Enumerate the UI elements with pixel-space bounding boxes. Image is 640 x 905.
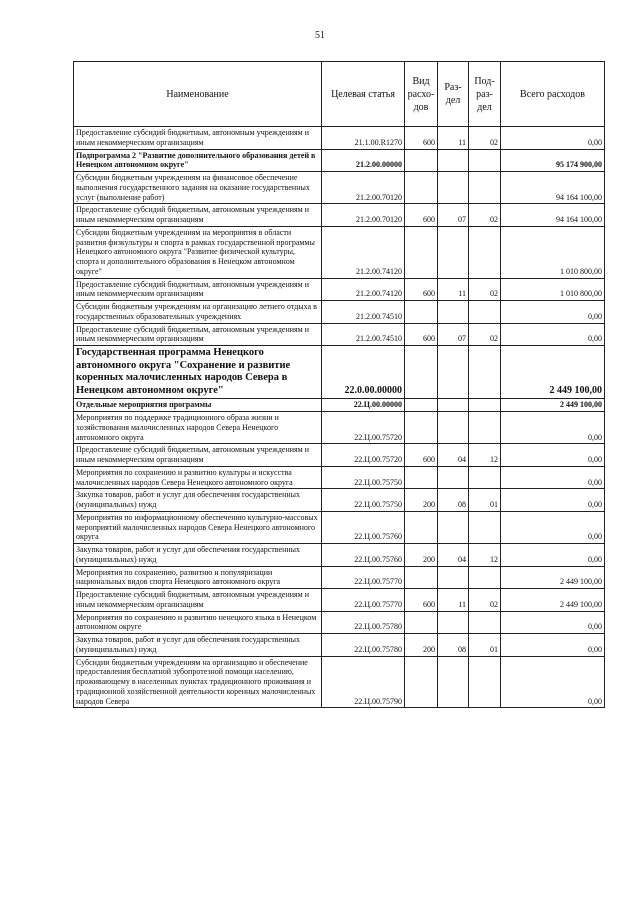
cell-subsection: 02	[469, 204, 501, 227]
cell-section	[438, 611, 469, 634]
cell-name: Подпрограмма 2 "Развитие дополнительного образования детей в Ненецком автономном округе"	[74, 149, 322, 172]
cell-section	[438, 656, 469, 708]
cell-total: 0,00	[501, 466, 605, 489]
cell-subsection: 02	[469, 278, 501, 301]
table-row	[74, 323, 605, 346]
cell-total: 2 449 100,00	[501, 589, 605, 612]
cell-subsection	[469, 301, 501, 324]
cell-target: 22.Ц.00.75770	[322, 566, 405, 589]
cell-subsection	[469, 566, 501, 589]
cell-type	[405, 172, 438, 204]
cell-target: 21.2.00.70120	[322, 204, 405, 227]
cell-total: 1 010 800,00	[501, 278, 605, 301]
cell-name: Мероприятия по поддержке традиционного образа жизни и хозяйствования малочисленных народов Севера Ненецкого автономного округа	[74, 412, 322, 444]
cell-total: 0,00	[501, 127, 605, 150]
cell-section: 07	[438, 204, 469, 227]
cell-name: Отдельные мероприятия программы	[74, 399, 322, 412]
cell-name: Мероприятия по информационному обеспечению культурно-массовых мероприятий малочисленных народов Севера Ненецкого автономного округа	[74, 511, 322, 543]
cell-target: 21.2.00.74510	[322, 301, 405, 324]
table-row	[74, 127, 605, 150]
cell-type	[405, 412, 438, 444]
cell-type	[405, 611, 438, 634]
header-subsection: Под-раз-дел	[469, 62, 501, 127]
cell-section	[438, 412, 469, 444]
cell-target: 22.Ц.00.75760	[322, 511, 405, 543]
cell-name: Предоставление субсидий бюджетным, автономным учреждениям и иным некоммерческим организациям	[74, 204, 322, 227]
cell-section: 08	[438, 634, 469, 657]
table-row	[74, 489, 605, 512]
cell-section	[438, 566, 469, 589]
cell-name: Мероприятия по сохранению и развитию ненецкого языка в Ненецком автономном округе	[74, 611, 322, 634]
table-row	[74, 656, 605, 708]
table-row	[74, 346, 605, 399]
cell-subsection	[469, 656, 501, 708]
header-name: Наименование	[74, 62, 322, 127]
cell-type	[405, 301, 438, 324]
cell-target: 21.2.00.00000	[322, 149, 405, 172]
cell-subsection: 12	[469, 544, 501, 567]
cell-section: 11	[438, 589, 469, 612]
cell-total: 94 164 100,00	[501, 172, 605, 204]
cell-subsection	[469, 466, 501, 489]
cell-type: 600	[405, 127, 438, 150]
cell-total: 2 449 100,00	[501, 399, 605, 412]
cell-target: 21.2.00.74120	[322, 278, 405, 301]
cell-name: Закупка товаров, работ и услуг для обеспечения государственных (муниципальных) нужд	[74, 634, 322, 657]
cell-name: Предоставление субсидий бюджетным, автономным учреждениям и иным некоммерческим организациям	[74, 323, 322, 346]
header-section: Раз-дел	[438, 62, 469, 127]
table-row	[74, 544, 605, 567]
cell-name: Субсидии бюджетным учреждениям на организацию летнего отдыха в государственных образовательных учреждениях	[74, 301, 322, 324]
cell-target: 22.Ц.00.75720	[322, 444, 405, 467]
cell-name: Закупка товаров, работ и услуг для обеспечения государственных (муниципальных) нужд	[74, 544, 322, 567]
cell-section	[438, 399, 469, 412]
cell-type: 600	[405, 323, 438, 346]
cell-type: 600	[405, 589, 438, 612]
header-target: Целевая статья	[322, 62, 405, 127]
cell-name: Предоставление субсидий бюджетным, автономным учреждениям и иным некоммерческим организациям	[74, 127, 322, 150]
cell-subsection: 12	[469, 444, 501, 467]
cell-section	[438, 301, 469, 324]
table-row	[74, 301, 605, 324]
table-row	[74, 412, 605, 444]
table-row	[74, 226, 605, 278]
cell-type: 600	[405, 278, 438, 301]
cell-total: 0,00	[501, 412, 605, 444]
cell-subsection	[469, 149, 501, 172]
cell-total: 94 164 100,00	[501, 204, 605, 227]
header-total: Всего расходов	[501, 62, 605, 127]
cell-target: 21.1.00.R1270	[322, 127, 405, 150]
page-number: 51	[315, 30, 325, 41]
cell-target: 22.Ц.00.75750	[322, 489, 405, 512]
cell-name: Закупка товаров, работ и услуг для обеспечения государственных (муниципальных) нужд	[74, 489, 322, 512]
budget-table	[73, 61, 605, 708]
cell-target: 22.Ц.00.75770	[322, 589, 405, 612]
cell-subsection	[469, 226, 501, 278]
cell-target: 22.Ц.00.75780	[322, 634, 405, 657]
cell-type	[405, 399, 438, 412]
cell-subsection: 02	[469, 127, 501, 150]
table-header-row	[74, 62, 605, 127]
table-row	[74, 566, 605, 589]
cell-type	[405, 511, 438, 543]
cell-type: 200	[405, 489, 438, 512]
cell-section: 07	[438, 323, 469, 346]
cell-name: Мероприятия по сохранению, развитию и популяризации национальных видов спорта Ненецкого автономного округа	[74, 566, 322, 589]
cell-type	[405, 346, 438, 399]
cell-name: Предоставление субсидий бюджетным, автономным учреждениям и иным некоммерческим организациям	[74, 589, 322, 612]
cell-target: 21.2.00.70120	[322, 172, 405, 204]
cell-section: 11	[438, 127, 469, 150]
cell-type	[405, 656, 438, 708]
table-row	[74, 149, 605, 172]
table-row	[74, 466, 605, 489]
cell-section	[438, 346, 469, 399]
cell-total: 0,00	[501, 511, 605, 543]
cell-subsection	[469, 511, 501, 543]
cell-subsection	[469, 346, 501, 399]
cell-name: Субсидии бюджетным учреждениям на мероприятия в области развития физкультуры и спорта в рамках государственной программы Ненецкого автономного округа "Развитие физической культуры, спорта и дополнительного образования в Ненецком автономном округе"	[74, 226, 322, 278]
cell-target: 21.2.00.74510	[322, 323, 405, 346]
cell-total: 0,00	[501, 444, 605, 467]
cell-total: 2 449 100,00	[501, 566, 605, 589]
cell-name: Субсидии бюджетным учреждениям на финансовое обеспечение выполнения государственного задания на оказание государственных услуг (выполнение работ)	[74, 172, 322, 204]
cell-type: 200	[405, 544, 438, 567]
cell-subsection: 01	[469, 489, 501, 512]
cell-type: 200	[405, 634, 438, 657]
cell-type	[405, 466, 438, 489]
cell-type: 600	[405, 204, 438, 227]
cell-name: Государственная программа Ненецкого автономного округа "Сохранение и развитие коренных малочисленных народов Севера в Ненецком автономном округе"	[74, 346, 322, 399]
table-row	[74, 511, 605, 543]
cell-total: 0,00	[501, 656, 605, 708]
cell-type	[405, 226, 438, 278]
cell-subsection	[469, 172, 501, 204]
cell-target: 22.Ц.00.00000	[322, 399, 405, 412]
cell-subsection: 01	[469, 634, 501, 657]
cell-target: 22.Ц.00.75790	[322, 656, 405, 708]
cell-name: Предоставление субсидий бюджетным, автономным учреждениям и иным некоммерческим организациям	[74, 278, 322, 301]
cell-section: 04	[438, 444, 469, 467]
cell-total: 1 010 800,00	[501, 226, 605, 278]
cell-name: Мероприятия по сохранению и развитию культуры и искусства малочисленных народов Севера Ненецкого автономного округа	[74, 466, 322, 489]
cell-total: 0,00	[501, 544, 605, 567]
cell-total: 0,00	[501, 634, 605, 657]
cell-target: 22.Ц.00.75780	[322, 611, 405, 634]
table-row	[74, 634, 605, 657]
cell-total: 0,00	[501, 301, 605, 324]
cell-total: 0,00	[501, 611, 605, 634]
table-row	[74, 611, 605, 634]
header-type: Вид расхо-дов	[405, 62, 438, 127]
cell-subsection	[469, 399, 501, 412]
cell-section	[438, 149, 469, 172]
cell-section	[438, 511, 469, 543]
cell-target: 22.Ц.00.75720	[322, 412, 405, 444]
cell-name: Предоставление субсидий бюджетным, автономным учреждениям и иным некоммерческим организациям	[74, 444, 322, 467]
cell-section: 04	[438, 544, 469, 567]
table-row	[74, 278, 605, 301]
table-row	[74, 589, 605, 612]
cell-target: 21.2.00.74120	[322, 226, 405, 278]
cell-section: 11	[438, 278, 469, 301]
cell-type: 600	[405, 444, 438, 467]
cell-name: Субсидии бюджетным учреждениям на организацию и обеспечение предоставления бесплатной зубопротезной помощи населению, проживающему в населенных пунктах традиционного проживания и традиционной хозяйственной деятельности коренных малочисленных народов Севера	[74, 656, 322, 708]
cell-section	[438, 172, 469, 204]
cell-total: 0,00	[501, 323, 605, 346]
cell-subsection	[469, 611, 501, 634]
cell-type	[405, 149, 438, 172]
cell-type	[405, 566, 438, 589]
cell-total: 0,00	[501, 489, 605, 512]
table-row	[74, 172, 605, 204]
cell-total: 95 174 900,00	[501, 149, 605, 172]
cell-target: 22.Ц.00.75750	[322, 466, 405, 489]
cell-subsection: 02	[469, 589, 501, 612]
table-row	[74, 399, 605, 412]
cell-section: 08	[438, 489, 469, 512]
cell-subsection: 02	[469, 323, 501, 346]
cell-subsection	[469, 412, 501, 444]
cell-target: 22.0.00.00000	[322, 346, 405, 399]
table-row	[74, 204, 605, 227]
table-row	[74, 444, 605, 467]
cell-section	[438, 466, 469, 489]
cell-total: 2 449 100,00	[501, 346, 605, 399]
cell-section	[438, 226, 469, 278]
cell-target: 22.Ц.00.75760	[322, 544, 405, 567]
